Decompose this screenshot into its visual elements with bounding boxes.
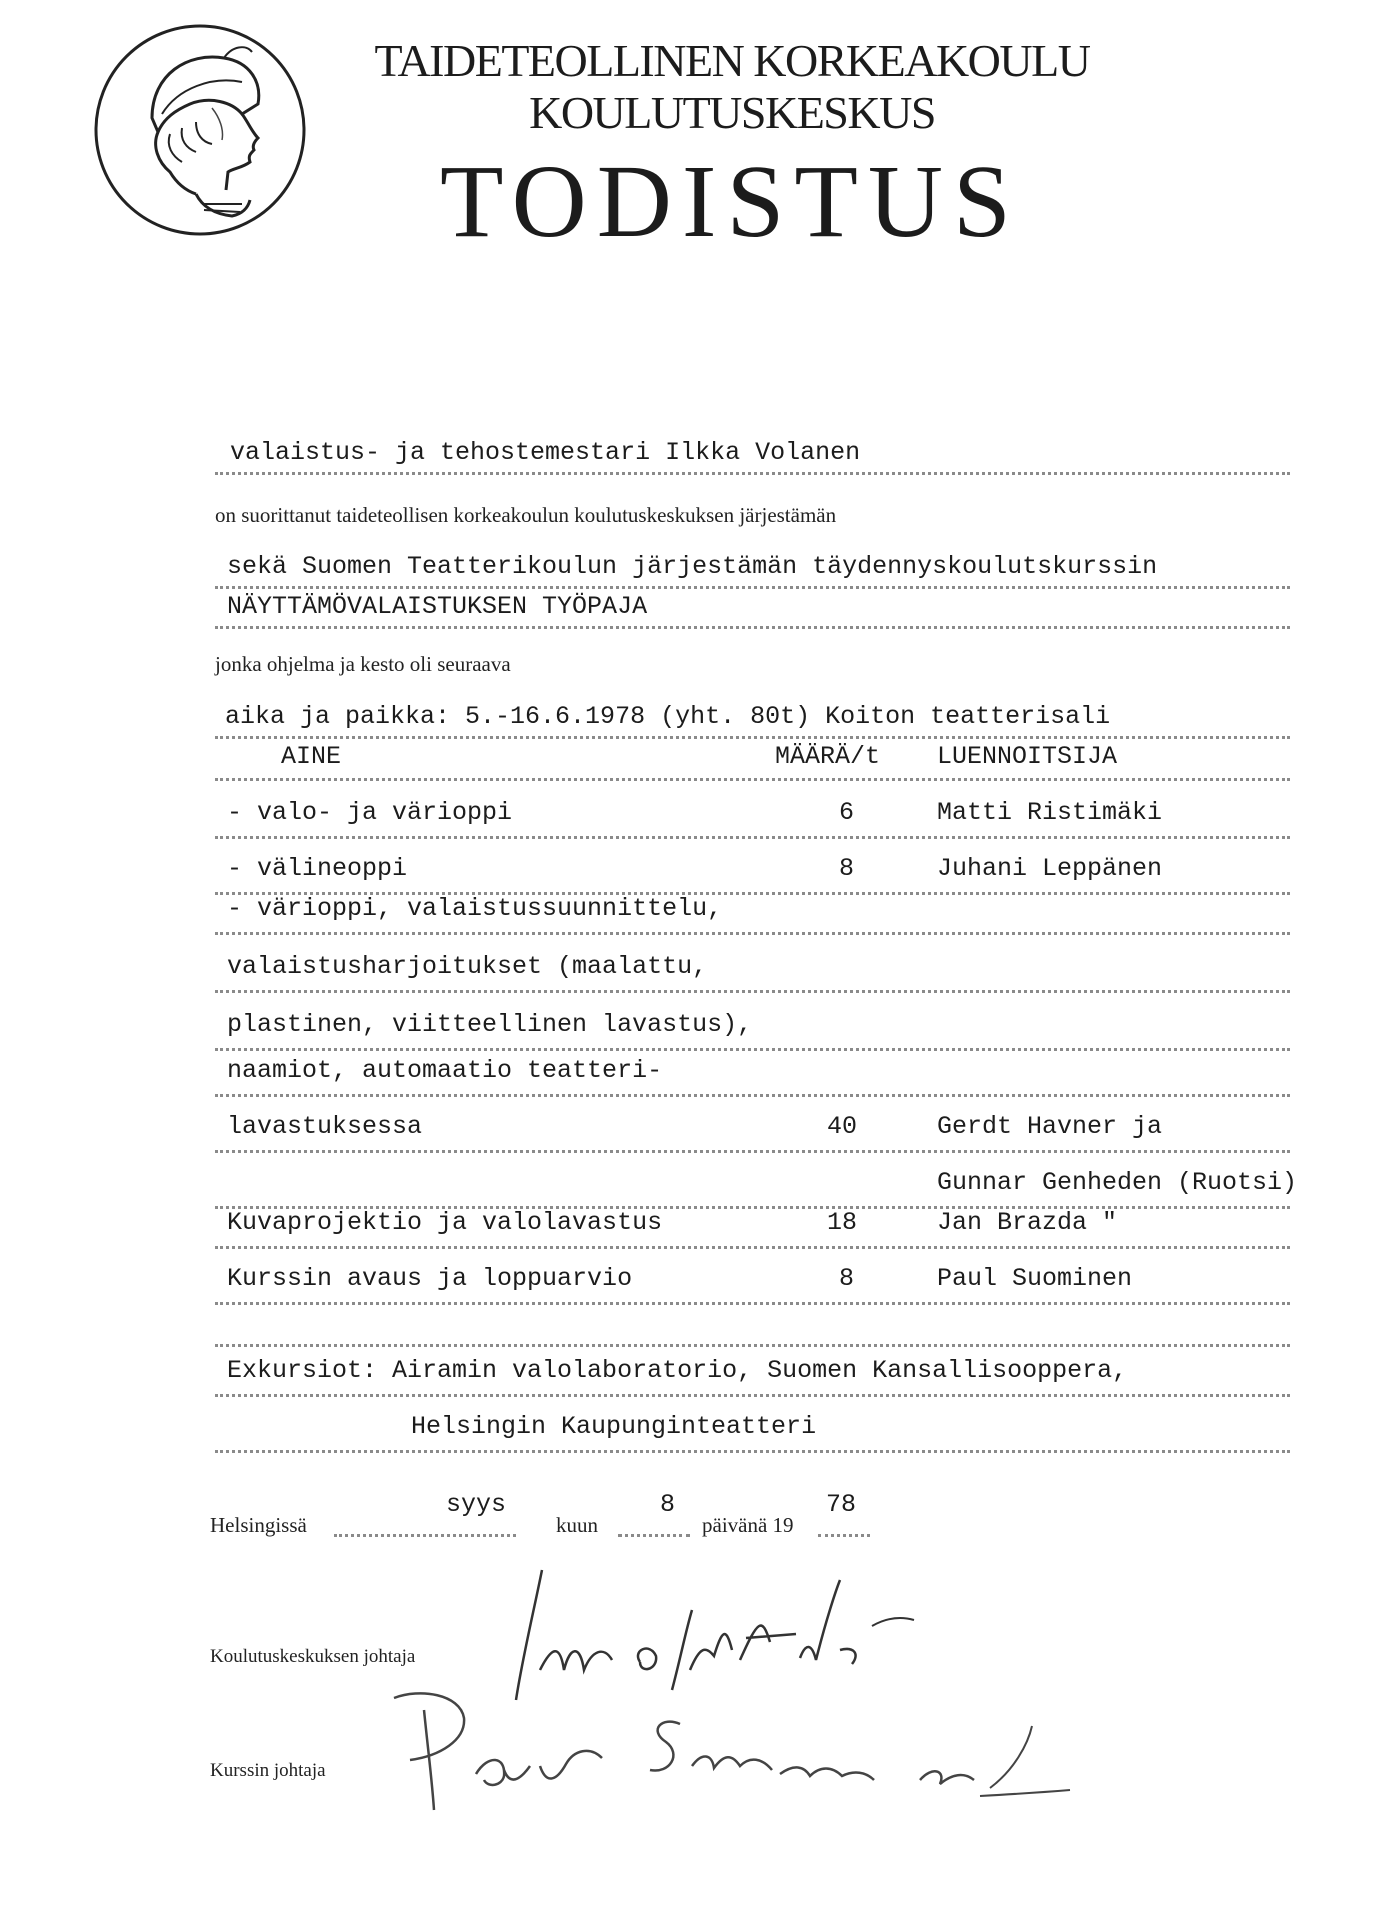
year-dots: [818, 1534, 870, 1537]
row-lecturer: Jan Brazda ": [937, 1208, 1118, 1237]
row-lecturer: Paul Suominen: [937, 1264, 1133, 1293]
course-organizer: sekä Suomen Teatterikoulun järjestämän täydennyskoulutskurssin: [227, 552, 1158, 581]
row-hours: 18: [827, 1208, 858, 1237]
table-row: [215, 1050, 1290, 1097]
row-subject: Kurssin avaus ja loppuarvio: [227, 1264, 633, 1293]
institution-name: TAIDETEOLLINEN KORKEAKOULU: [374, 35, 1090, 86]
row-subject: naamiot, automaatio teatteri-: [227, 1056, 663, 1085]
row-hours: 8: [839, 854, 855, 883]
row-subject: valaistusharjoitukset (maalattu,: [227, 952, 708, 981]
excursions-text-2: Helsingin Kaupunginteatteri: [411, 1412, 817, 1441]
place-dots: [334, 1534, 516, 1537]
table-row: [215, 1258, 1290, 1305]
time-place: aika ja paikka: 5.-16.6.1978 (yht. 80t) Koiton teatterisali: [225, 702, 1111, 731]
place-label: Helsingissä: [210, 1513, 307, 1537]
day-value: 8: [660, 1490, 676, 1519]
recipient-name: valaistus- ja tehostemestari Ilkka Volanen: [230, 438, 861, 467]
course-line-1: [215, 546, 1290, 589]
course-line-2: [215, 586, 1290, 629]
header-subject: AINE: [281, 742, 342, 771]
header-lecturer: LUENNOITSIJA: [937, 742, 1118, 771]
table-header: [215, 736, 1290, 781]
table-row: [215, 1106, 1290, 1153]
row-hours: 6: [839, 798, 855, 827]
institution-unit: KOULUTUSKESKUS: [529, 87, 935, 138]
document-title: TODISTUS: [440, 144, 1021, 259]
table-row: [215, 888, 1290, 935]
table-row: [215, 946, 1290, 993]
statement-program: jonka ohjelma ja kesto oli seuraava: [215, 652, 511, 676]
table-row: [215, 1004, 1290, 1051]
row-subject: lavastuksessa: [227, 1112, 423, 1141]
year-value: 78: [826, 1490, 857, 1519]
course-name: NÄYTTÄMÖVALAISTUKSEN TYÖPAJA: [227, 592, 648, 621]
row-subject: - välineoppi: [227, 854, 408, 883]
month-dots: [618, 1534, 690, 1537]
table-row-empty: [215, 1300, 1290, 1347]
row-subject: Kuvaprojektio ja valolavastus: [227, 1208, 663, 1237]
athena-head-logo-icon: [92, 22, 308, 238]
table-row: [215, 792, 1290, 839]
row-lecturer: Matti Ristimäki: [937, 798, 1163, 827]
time-place-line: [215, 696, 1290, 739]
day-label: päivänä 19: [702, 1513, 794, 1537]
row-lecturer: Juhani Leppänen: [937, 854, 1163, 883]
row-hours: 40: [827, 1112, 858, 1141]
row-lecturer: Gunnar Genheden (Ruotsi): [937, 1168, 1298, 1197]
row-lecturer: Gerdt Havner ja: [937, 1112, 1163, 1141]
table-row: [215, 1202, 1290, 1249]
row-hours: 8: [839, 1264, 855, 1293]
header-hours: MÄÄRÄ/t: [775, 742, 881, 771]
recipient-line: [215, 432, 1290, 475]
month-value: syys: [446, 1490, 507, 1519]
month-label: kuun: [556, 1513, 598, 1537]
excursions-line-2: [215, 1406, 1290, 1453]
row-subject: - värioppi, valaistussuunnittelu,: [227, 894, 723, 923]
row-subject: - valo- ja värioppi: [227, 798, 513, 827]
statement-completed: on suorittanut taideteollisen korkeakoulun koulutuskeskuksen järjestämän: [215, 503, 837, 527]
course-leader-signature: [380, 1670, 1080, 1820]
director-label: Koulutuskeskuksen johtaja: [210, 1646, 416, 1667]
row-subject: plastinen, viitteellinen lavastus),: [227, 1010, 753, 1039]
excursions-line-1: [215, 1350, 1290, 1397]
course-leader-label: Kurssin johtaja: [210, 1760, 326, 1781]
excursions-text-1: Exkursiot: Airamin valolaboratorio, Suomen Kansallisooppera,: [227, 1356, 1128, 1385]
